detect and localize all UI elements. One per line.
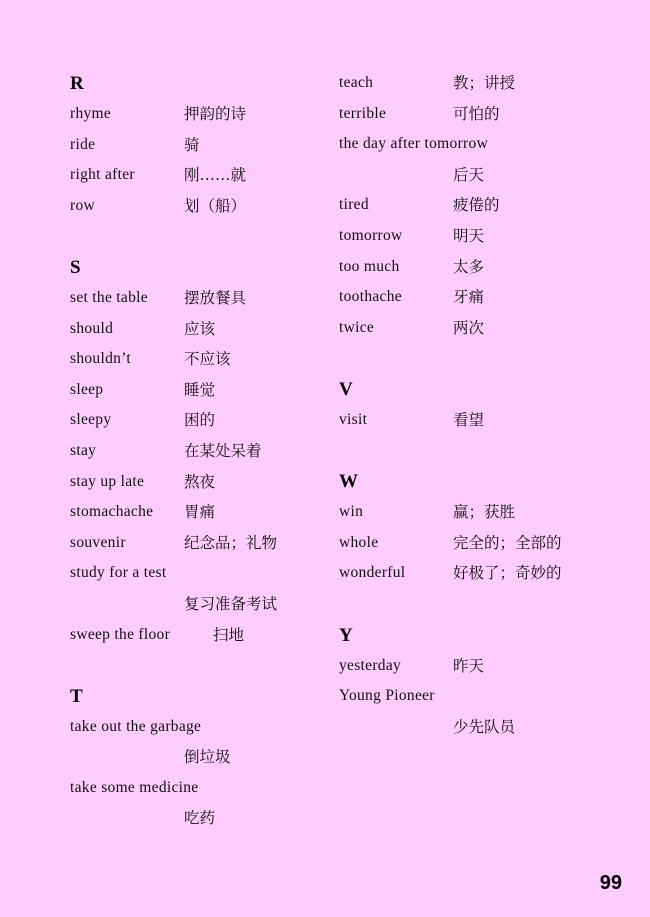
english-term: stay up late <box>70 472 145 490</box>
chinese-meaning: 可怕的 <box>453 104 500 123</box>
chinese-meaning: 摆放餐具 <box>184 288 247 307</box>
english-term: yesterday <box>339 656 402 674</box>
section-spacer <box>70 221 340 252</box>
chinese-meaning: 胃痛 <box>184 503 216 522</box>
english-term: tired <box>339 196 369 214</box>
chinese-meaning: 明天 <box>453 226 485 245</box>
section-spacer <box>339 436 609 467</box>
chinese-meaning: 熬夜 <box>184 472 216 491</box>
section-letter-heading: R <box>70 73 84 94</box>
section-letter-heading: T <box>70 685 83 707</box>
chinese-meaning: 吃药 <box>184 809 216 828</box>
section-spacer <box>339 589 609 620</box>
glossary-entry <box>70 558 340 589</box>
section-letter-heading: W <box>339 471 358 493</box>
glossary-entry <box>339 252 609 283</box>
chinese-meaning: 疲倦的 <box>453 196 500 215</box>
english-term: should <box>70 319 114 337</box>
english-term: take out the garbage <box>70 717 202 735</box>
glossary-entry-continuation <box>70 589 340 620</box>
english-term: sleep <box>70 380 104 398</box>
glossary-entry <box>70 283 340 314</box>
glossary-entry <box>70 405 340 436</box>
glossary-entry <box>339 68 609 99</box>
glossary-entry <box>70 528 340 559</box>
glossary-entry <box>339 528 609 559</box>
glossary-right-column <box>339 68 609 742</box>
glossary-entry <box>70 467 340 498</box>
glossary-entry-continuation <box>339 712 609 743</box>
chinese-meaning: 骑 <box>184 135 200 154</box>
chinese-meaning: 看望 <box>453 410 485 429</box>
glossary-entry <box>70 375 340 406</box>
glossary-entry-continuation <box>339 160 609 191</box>
glossary-entry-continuation <box>70 803 340 834</box>
glossary-entry <box>339 129 609 160</box>
glossary-entry-continuation <box>70 742 340 773</box>
english-term: whole <box>339 533 379 551</box>
chinese-meaning: 昨天 <box>453 656 485 675</box>
english-term: toothache <box>339 288 402 306</box>
glossary-entry <box>339 558 609 589</box>
chinese-meaning: 押韵的诗 <box>184 105 247 123</box>
english-term: row <box>70 196 96 214</box>
glossary-entry <box>339 405 609 436</box>
section-letter-heading: S <box>70 256 81 278</box>
english-term: stay <box>70 441 97 459</box>
chinese-meaning: 少先队员 <box>453 717 516 736</box>
chinese-meaning: 太多 <box>453 257 485 276</box>
english-term: sleepy <box>70 411 112 429</box>
glossary-entry <box>339 221 609 252</box>
glossary-entry <box>70 160 340 191</box>
glossary-entry <box>70 130 340 161</box>
chinese-meaning: 倒垃圾 <box>184 748 231 767</box>
english-term: terrible <box>339 104 387 122</box>
english-term: sweep the floor <box>70 625 171 643</box>
english-term: right after <box>70 166 135 184</box>
chinese-meaning: 两次 <box>453 318 485 337</box>
english-term: teach <box>339 74 374 91</box>
section-spacer <box>70 650 340 681</box>
english-term: wonderful <box>339 564 406 582</box>
section-letter-heading: Y <box>339 624 353 646</box>
english-term: study for a test <box>70 564 167 582</box>
glossary-entry <box>70 620 340 651</box>
chinese-meaning: 刚……就 <box>184 166 247 185</box>
page-number: 99 <box>599 872 622 894</box>
english-term: visit <box>339 410 368 428</box>
glossary-entry <box>339 313 609 344</box>
glossary-entry <box>70 436 340 467</box>
glossary-entry <box>70 314 340 345</box>
chinese-meaning: 不应该 <box>184 350 231 369</box>
english-term: win <box>339 503 364 521</box>
english-term: tomorrow <box>339 226 403 244</box>
glossary-entry <box>70 99 340 130</box>
section-spacer <box>339 343 609 374</box>
glossary-entry <box>339 190 609 221</box>
english-term: rhyme <box>70 105 112 122</box>
chinese-meaning: 划（船） <box>184 196 247 215</box>
chinese-meaning: 教；讲授 <box>453 74 516 92</box>
glossary-entry <box>339 651 609 682</box>
glossary-entry <box>339 681 609 712</box>
chinese-meaning: 扫地 <box>213 625 245 644</box>
chinese-meaning: 困的 <box>184 411 216 430</box>
glossary-entry <box>70 712 340 743</box>
english-term: ride <box>70 135 96 153</box>
glossary-entry <box>70 191 340 222</box>
english-term: too much <box>339 257 400 275</box>
glossary-entry <box>70 773 340 804</box>
glossary-entry <box>70 497 340 528</box>
glossary-entry <box>339 282 609 313</box>
glossary-entry <box>70 344 340 375</box>
english-term: set the table <box>70 288 148 306</box>
chinese-meaning: 纪念品；礼物 <box>184 533 278 552</box>
chinese-meaning: 好极了；奇妙的 <box>453 564 562 583</box>
english-term: Young Pioneer <box>339 687 435 705</box>
chinese-meaning: 赢；获胜 <box>453 503 516 522</box>
glossary-entry <box>339 497 609 528</box>
chinese-meaning: 后天 <box>453 165 485 184</box>
chinese-meaning: 完全的；全部的 <box>453 533 562 552</box>
glossary-left-column <box>70 68 340 834</box>
chinese-meaning: 复习准备考试 <box>184 594 278 613</box>
english-term: twice <box>339 318 375 336</box>
english-term: shouldn’t <box>70 350 131 368</box>
english-term: take some medicine <box>70 778 199 796</box>
english-term: the day after tomorrow <box>339 135 489 153</box>
glossary-entry <box>339 99 609 130</box>
section-letter-heading: V <box>339 378 353 400</box>
english-term: souvenir <box>70 533 126 551</box>
chinese-meaning: 牙痛 <box>453 288 485 307</box>
chinese-meaning: 在某处呆着 <box>184 441 262 460</box>
english-term: stomachache <box>70 503 154 521</box>
chinese-meaning: 应该 <box>184 319 216 338</box>
chinese-meaning: 睡觉 <box>184 380 216 399</box>
